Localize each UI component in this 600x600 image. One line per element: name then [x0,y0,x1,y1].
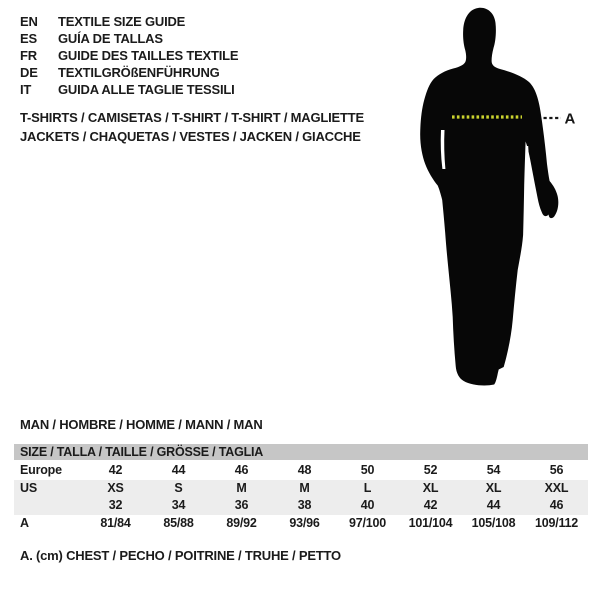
size-table-cell: XXL [544,480,569,495]
size-table-row [14,462,588,480]
size-table-row-label [14,497,84,515]
category-lines [20,109,364,146]
size-table-cell: M [299,480,310,495]
size-table-cell: 89/92 [226,515,257,530]
size-table-cell: 101/104 [408,515,453,530]
language-row [20,13,238,30]
size-table-cell: 93/96 [289,515,320,530]
size-table-header: SIZE / TALLA / TAILLE / GRÖSSE / TAGLIA [14,444,588,460]
language-code: IT [20,82,32,97]
size-table-row [14,497,588,515]
language-row [20,64,238,81]
measurement-label-a: A [564,110,576,128]
size-table-cell: XL [485,480,502,495]
size-table-cell: 54 [486,463,501,477]
size-table-cell: 42 [108,463,123,477]
language-label: GUIDA ALLE TAGLIE TESSILI [58,82,235,97]
size-table-cell: 36 [234,498,249,512]
language-label: TEXTILE SIZE GUIDE [58,14,186,29]
size-table-cell: 109/112 [534,515,579,530]
size-table-cell: 34 [171,498,186,512]
language-label: TEXTILGRÖßENFÜHRUNG [58,65,220,80]
language-code: EN [20,14,38,29]
language-code: FR [20,48,37,63]
size-table [14,444,588,532]
language-label: GUÍA DE TALLAS [58,31,163,46]
language-code: DE [20,65,38,80]
size-table-cell: 81/84 [100,515,131,530]
size-table-row [14,480,588,498]
size-table-cell: 85/88 [163,515,194,530]
man-silhouette-figure [415,0,590,400]
size-table-cell: 32 [108,498,123,512]
section-title-man: MAN / HOMBRE / HOMME / MANN / MAN [20,417,263,432]
size-table-cell: L [363,480,372,495]
size-table-cell: 56 [549,463,564,477]
size-table-cell: 40 [360,498,375,512]
language-row [20,81,238,98]
size-table-cell: 52 [423,463,438,477]
size-table-cell: 97/100 [348,515,387,530]
size-table-cell: M [236,480,247,495]
size-table-cell: 46 [234,463,249,477]
language-row [20,47,238,64]
size-table-cell: 44 [486,498,501,512]
size-table-cell: 48 [297,463,312,477]
man-silhouette [420,8,558,386]
size-table-cell: 50 [360,463,375,477]
size-table-rows [14,462,588,532]
size-table-row-label: Europe [20,463,62,477]
size-table-cell: 105/108 [471,515,516,530]
category-line-jackets: JACKETS / CHAQUETAS / VESTES / JACKEN / GIACCHE [20,128,361,144]
size-table-cell: S [174,480,183,495]
language-label: GUIDE DES TAILLES TEXTILE [58,48,239,63]
size-table-cell: XL [422,480,439,495]
language-list [20,13,238,98]
size-table-cell: 44 [171,463,186,477]
size-table-row-label: US [20,480,37,495]
size-table-row [14,515,588,533]
language-row [20,30,238,47]
size-table-cell: 42 [423,498,438,512]
size-table-cell: XS [107,480,124,495]
measurement-footnote: A. (cm) CHEST / PECHO / POITRINE / TRUHE / PETTO [20,548,341,563]
language-code: ES [20,31,37,46]
size-table-cell: 46 [549,498,564,512]
category-line-tshirts: T-SHIRTS / CAMISETAS / T-SHIRT / T-SHIRT / MAGLIETTE [20,110,364,125]
size-table-cell: 38 [297,498,312,512]
size-table-row-label: A [20,515,29,530]
